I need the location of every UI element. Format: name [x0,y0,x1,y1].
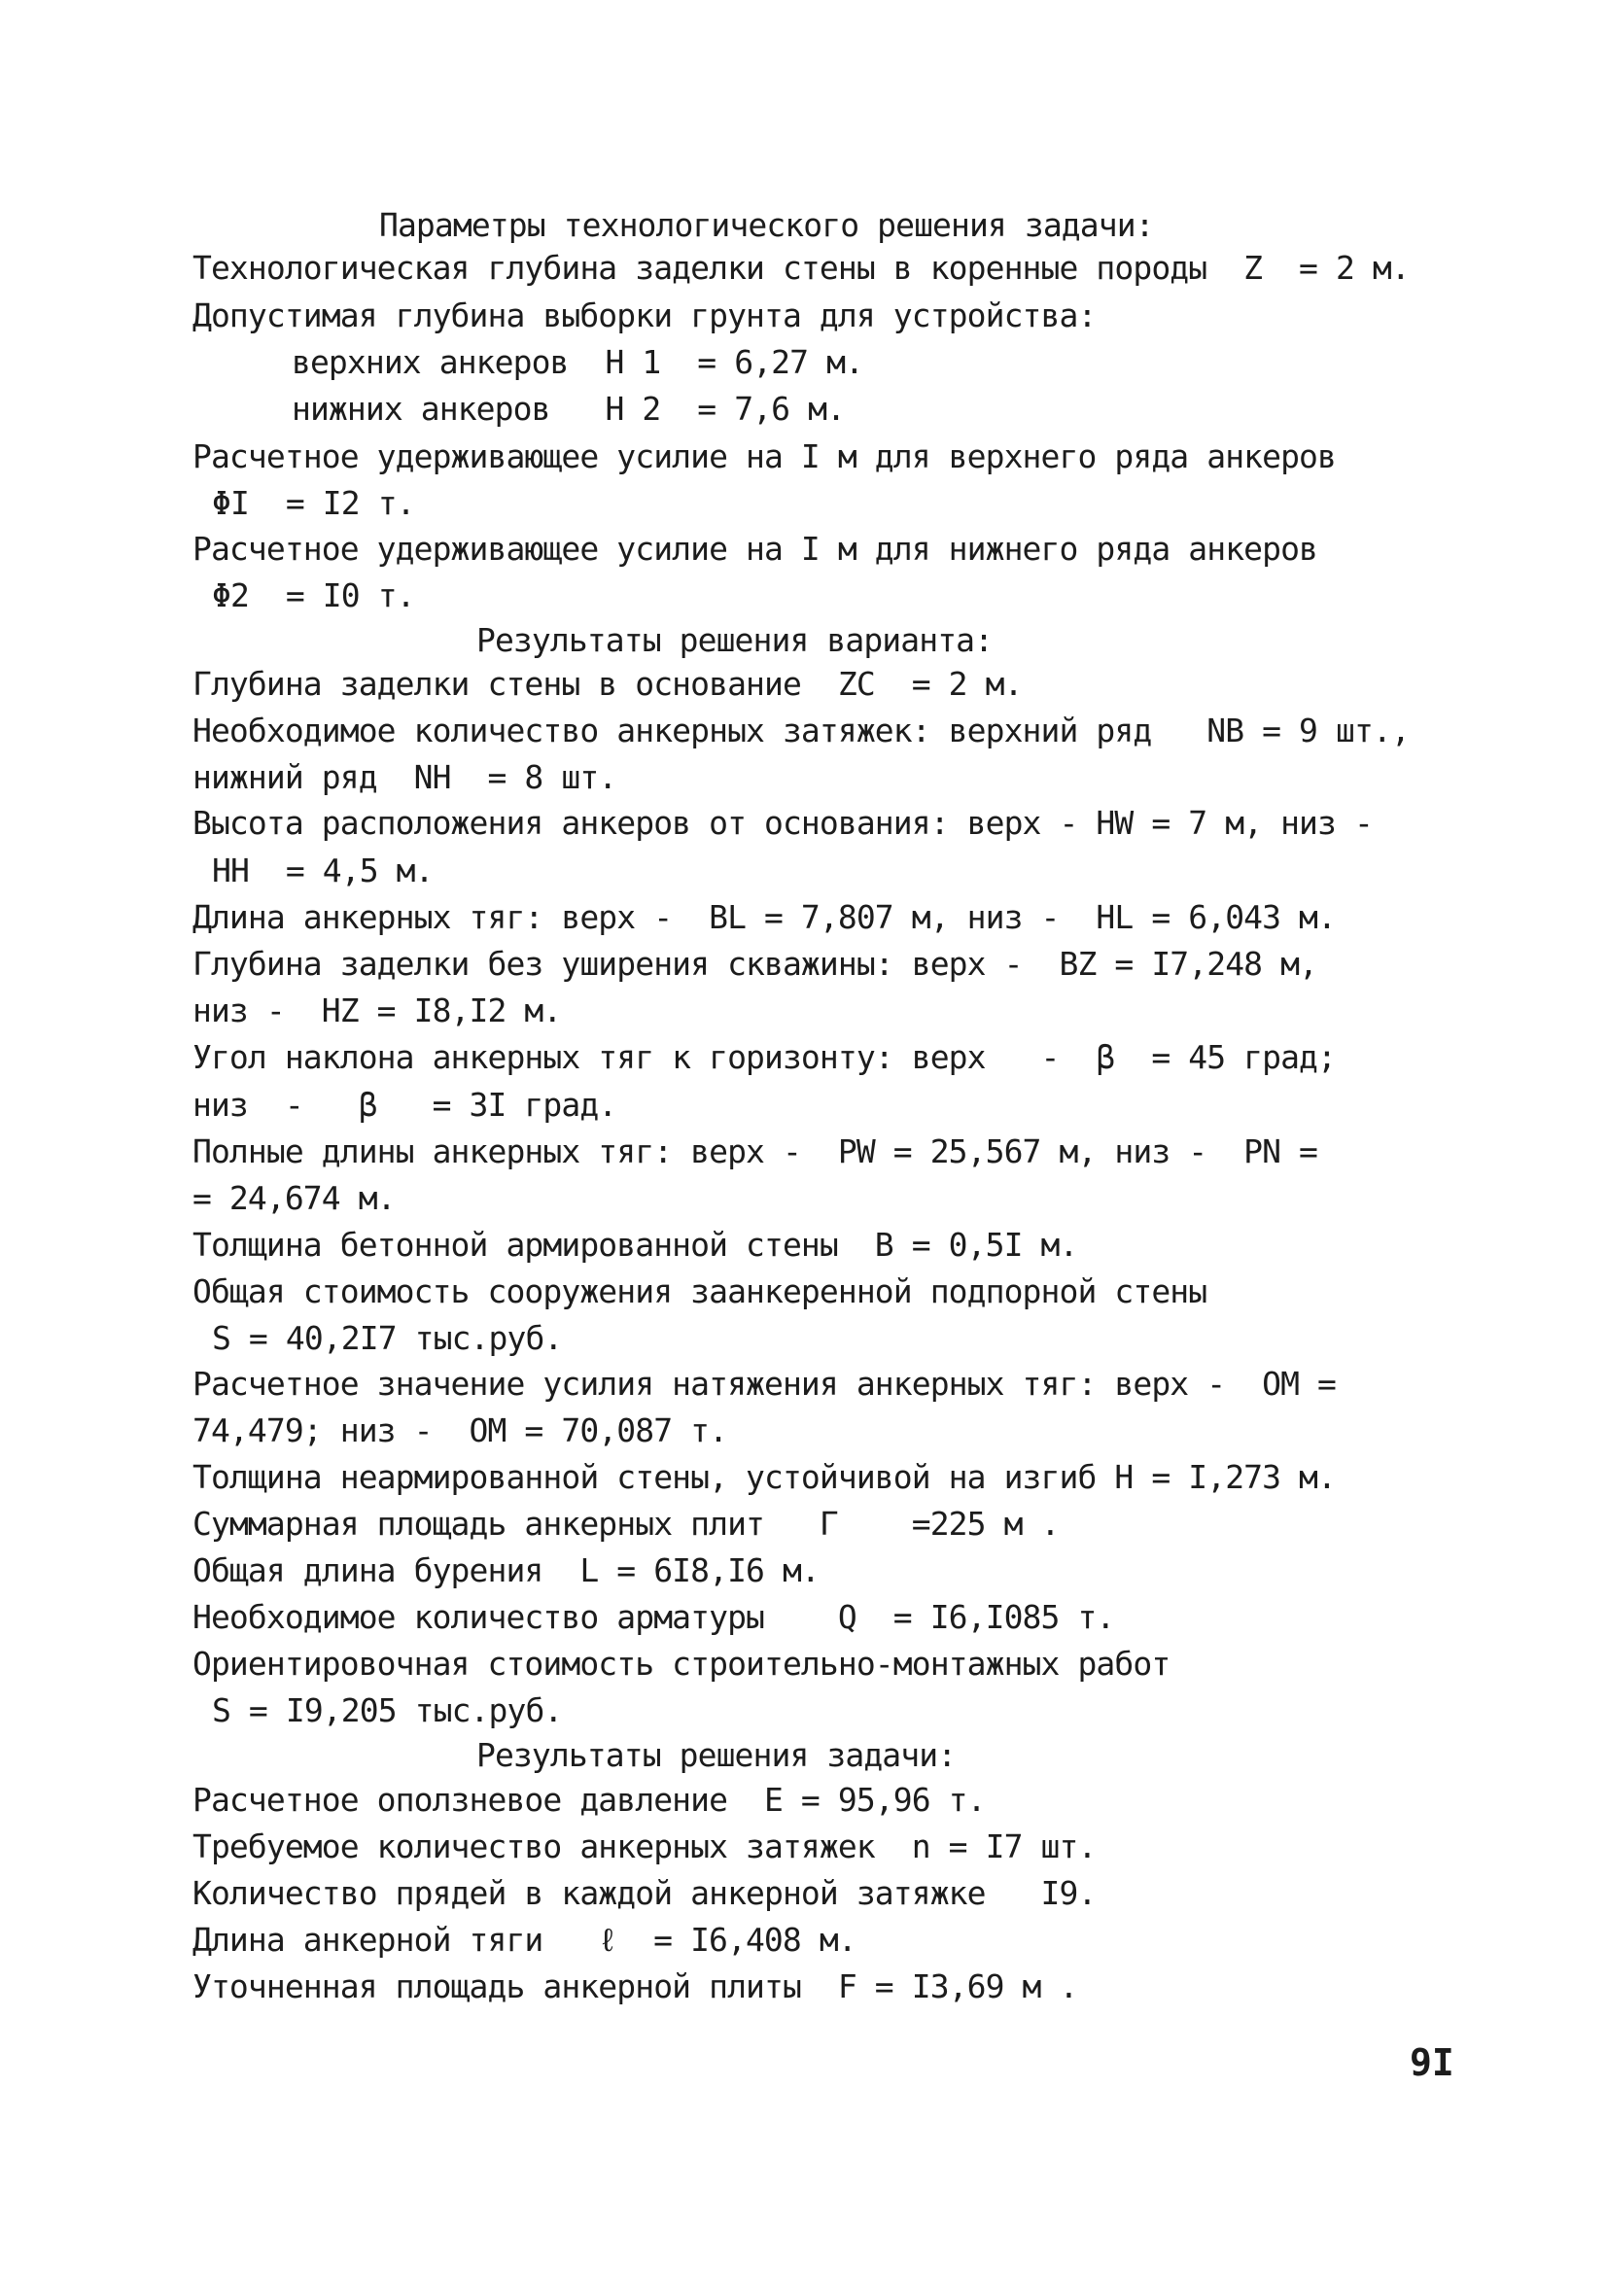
text-line: Уточненная площадь анкерной плиты F = I3,69 м . [192,1967,1078,2005]
text-line: Требуемое количество анкерных затяжек n = I7 шт. [192,1827,1097,1865]
text-line: Расчетное значение усилия натяжения анкерных тяг: верх - OM = [192,1365,1336,1403]
text-line: нижних анкеров H 2 = 7,6 м. [292,390,846,428]
text-line: нижний ряд NH = 8 шт. [192,758,617,796]
text-line: Длина анкерных тяг: верх - BL = 7,807 м, низ - HL = 6,043 м. [192,898,1336,936]
text-line: Необходимое количество арматуры Q = I6,I085 т. [192,1598,1115,1636]
section-heading-variant-results: Результаты решения варианта: [476,621,994,659]
text-line: Расчетное удерживающее усилие на I м для нижнего ряда анкеров [192,530,1318,568]
text-line: Φ2 = I0 т. [212,576,415,614]
text-line: Угол наклона анкерных тяг к горизонту: верх - β = 45 град; [192,1038,1336,1076]
text-line: Необходимое количество анкерных затяжек: верхний ряд NB = 9 шт., [192,712,1410,749]
text-line: верхних анкеров H 1 = 6,27 м. [292,343,863,381]
text-line: Допустимая глубина выборки грунта для устройства: [192,296,1097,334]
text-line: Количество прядей в каждой анкерной затяжке I9. [192,1874,1097,1912]
text-line: Суммарная площадь анкерных плит Г =225 м . [192,1505,1060,1543]
text-line: Общая стоимость сооружения заанкеренной подпорной стены [192,1272,1207,1310]
text-line: Глубина заделки стены в основание ZC = 2 м. [192,665,1023,703]
text-line: Высота расположения анкеров от основания: верх - HW = 7 м, низ - [192,804,1373,842]
text-line: низ - β = 3I град. [192,1086,617,1124]
section-heading-task-results: Результаты решения задачи: [476,1736,957,1774]
text-line: Расчетное оползневое давление E = 95,96 т. [192,1781,986,1819]
text-line: = 24,674 м. [192,1179,396,1217]
text-line: 74,479; низ - OM = 70,087 т. [192,1411,728,1449]
text-line: низ - HZ = I8,I2 м. [192,991,562,1029]
text-line: Толщина бетонной армированной стены B = 0,5I м. [192,1226,1078,1264]
text-line: ΦI = I2 т. [212,484,415,522]
text-line: Глубина заделки без уширения скважины: верх - BZ = I7,248 м, [192,945,1318,983]
text-line: Общая длина бурения L = 6I8,I6 м. [192,1551,820,1589]
section-heading-parameters: Параметры технологического решения задачи: [379,206,1154,244]
text-line: S = I9,205 тыс.руб. [212,1691,563,1729]
text-line: Полные длины анкерных тяг: верх - PW = 25,567 м, низ - PN = [192,1132,1318,1170]
text-line: Толщина неармированной стены, устойчивой на изгиб H = I,273 м. [192,1458,1336,1496]
text-line: Технологическая глубина заделки стены в коренные породы Z = 2 м. [192,249,1410,287]
text-line: Длина анкерной тяги ℓ = I6,408 м. [192,1921,856,1959]
text-line: Расчетное удерживающее усилие на I м для верхнего ряда анкеров [192,437,1336,475]
text-line: HH = 4,5 м. [212,852,434,889]
text-line: S = 40,2I7 тыс.руб. [212,1319,563,1357]
page-number: 9I [1410,2041,1454,2084]
text-line: Ориентировочная стоимость строительно-монтажных работ [192,1645,1170,1683]
